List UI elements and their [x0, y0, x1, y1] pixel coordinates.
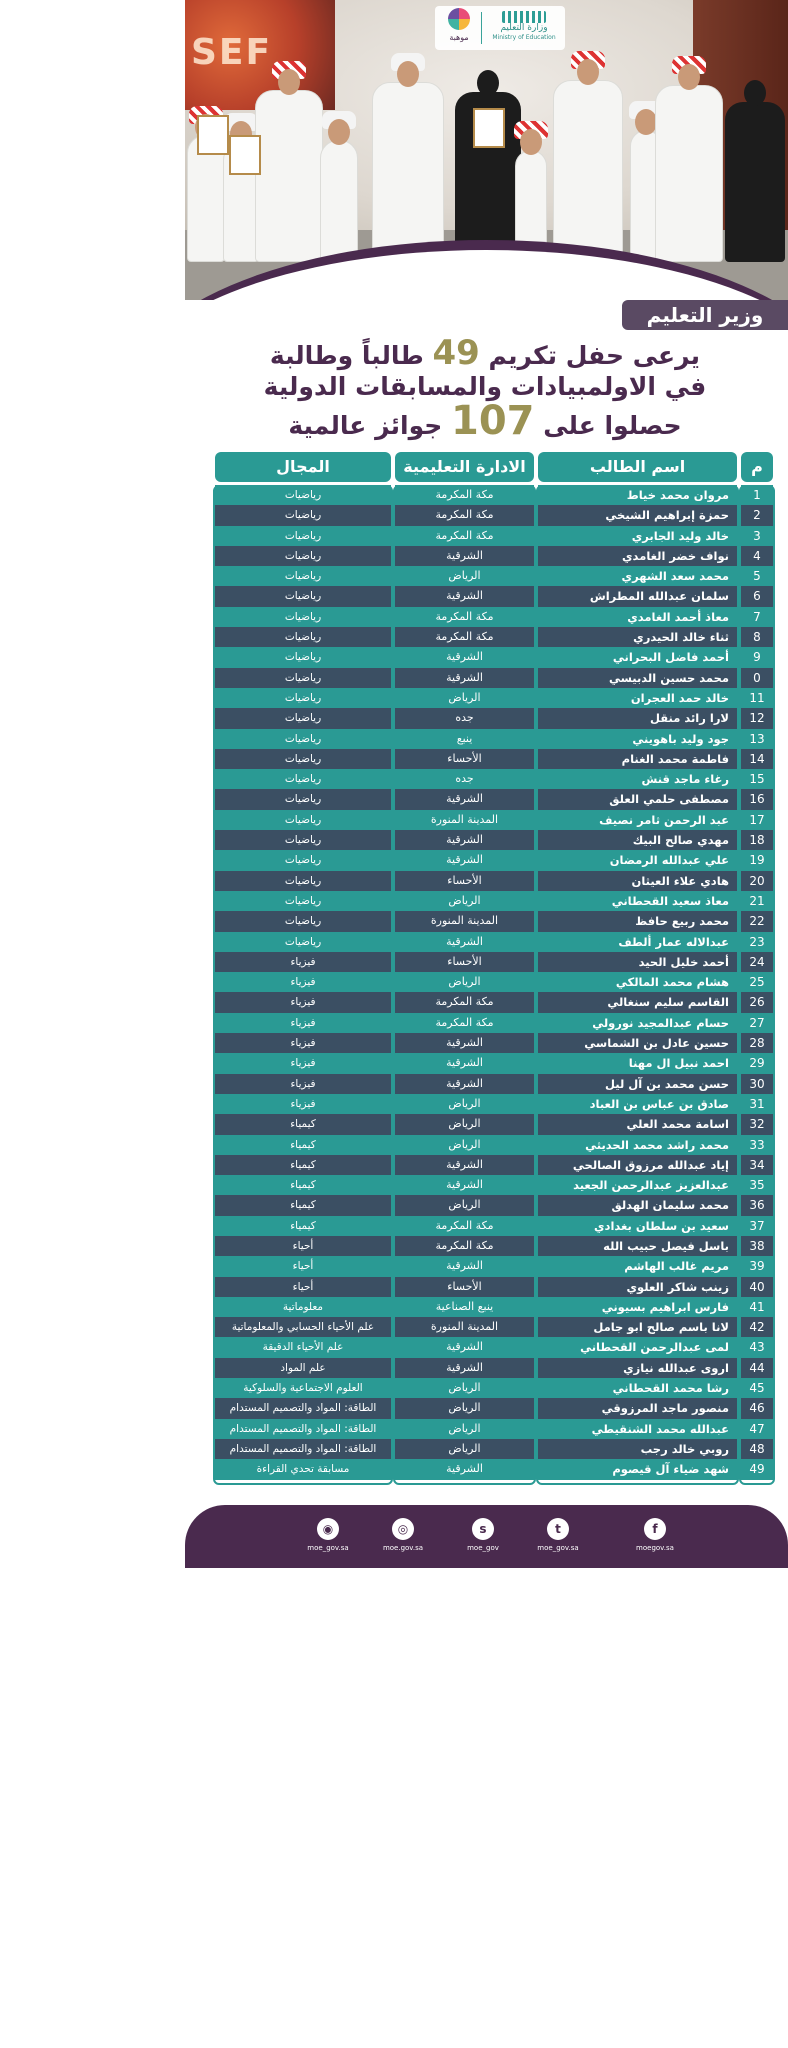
table-row: [215, 1358, 773, 1378]
field: فيزياء: [215, 1033, 391, 1053]
education-admin: الشرقية: [395, 850, 534, 870]
row-index: 38: [741, 1236, 773, 1256]
sef-banner-text: SEF: [191, 32, 273, 73]
education-admin: الشرقية: [395, 1053, 534, 1073]
table-row: [215, 1114, 773, 1134]
row-index: 44: [741, 1358, 773, 1378]
student-name: مروان محمد خياط: [538, 485, 737, 505]
table-row: [215, 526, 773, 546]
row-index: 13: [741, 729, 773, 749]
education-admin: مكة المكرمة: [395, 1013, 534, 1033]
table-row: [215, 627, 773, 647]
field: رياضيات: [215, 708, 391, 728]
field: معلوماتية: [215, 1297, 391, 1317]
awards-count: 107: [451, 398, 535, 444]
field: علم المواد: [215, 1358, 391, 1378]
row-index: 43: [741, 1337, 773, 1357]
social-handle: moegov.sa: [636, 1544, 674, 1552]
student-name: معاذ أحمد الغامدي: [538, 607, 737, 627]
row-index: 9: [741, 647, 773, 667]
row-index: 14: [741, 749, 773, 769]
student-name: شهد ضياء آل قيصوم: [538, 1459, 737, 1479]
table-row: [215, 992, 773, 1012]
education-admin: الشرقية: [395, 830, 534, 850]
table-row: [215, 1175, 773, 1195]
field: فيزياء: [215, 1053, 391, 1073]
student-name: عبدالله محمد الشنقيطي: [538, 1419, 737, 1439]
student-name: فارس ابراهيم بسيوني: [538, 1297, 737, 1317]
row-index: 41: [741, 1297, 773, 1317]
twitter-icon: t: [547, 1518, 569, 1540]
education-admin: ينبع الصناعية: [395, 1297, 534, 1317]
table-row: [215, 1135, 773, 1155]
field: أحياء: [215, 1277, 391, 1297]
field: رياضيات: [215, 932, 391, 952]
table-row: [215, 1398, 773, 1418]
student-name: القاسم سليم سنغالي: [538, 992, 737, 1012]
field: رياضيات: [215, 871, 391, 891]
education-admin: الرياض: [395, 891, 534, 911]
student-name: لارا رائد منقل: [538, 708, 737, 728]
mawhiba-logo: [441, 8, 477, 48]
table-row: [215, 1337, 773, 1357]
row-index: 36: [741, 1195, 773, 1215]
education-admin: الشرقية: [395, 1033, 534, 1053]
student-name: خالد وليد الجابري: [538, 526, 737, 546]
field: علم الأحياء الدقيقة: [215, 1337, 391, 1357]
field: أحياء: [215, 1236, 391, 1256]
education-admin: الشرقية: [395, 1256, 534, 1276]
field: كيمياء: [215, 1114, 391, 1134]
field: الطاقة: المواد والتصميم المستدام: [215, 1398, 391, 1418]
field: كيمياء: [215, 1175, 391, 1195]
field: رياضيات: [215, 850, 391, 870]
row-index: 40: [741, 1277, 773, 1297]
logos-bar: [435, 6, 565, 50]
table-row: [215, 546, 773, 566]
headline-line-1-pre: يرعى حفل تكريم: [488, 341, 701, 370]
field: الطاقة: المواد والتصميم المستدام: [215, 1419, 391, 1439]
education-admin: الرياض: [395, 1398, 534, 1418]
table-row: [215, 1419, 773, 1439]
field: رياضيات: [215, 485, 391, 505]
student-name: رغاء ماجد قنش: [538, 769, 737, 789]
table-row: [215, 810, 773, 830]
person: [655, 85, 723, 262]
student-name: أحمد فاضل البحراني: [538, 647, 737, 667]
table-row: [215, 1053, 773, 1073]
education-admin: مكة المكرمة: [395, 627, 534, 647]
person: [320, 140, 358, 262]
field: رياضيات: [215, 627, 391, 647]
field: رياضيات: [215, 505, 391, 525]
education-admin: الرياض: [395, 1419, 534, 1439]
row-index: 12: [741, 708, 773, 728]
field: رياضيات: [215, 647, 391, 667]
person: [725, 102, 785, 262]
table-row: [215, 1155, 773, 1175]
education-admin: الرياض: [395, 688, 534, 708]
education-admin: المدينة المنورة: [395, 1317, 534, 1337]
table-row: [215, 1094, 773, 1114]
education-admin: الشرقية: [395, 1175, 534, 1195]
logo-divider: [481, 12, 482, 44]
student-name: معاذ سعيد القحطاني: [538, 891, 737, 911]
table-row: [215, 1256, 773, 1276]
students-count: 49: [432, 333, 480, 373]
field: رياضيات: [215, 566, 391, 586]
table-row: [215, 647, 773, 667]
student-name: حسام عبدالمجيد نورولي: [538, 1013, 737, 1033]
person: [255, 90, 323, 262]
table-row: [215, 1033, 773, 1053]
education-admin: الشرقية: [395, 1155, 534, 1175]
table-row: [215, 586, 773, 606]
field: رياضيات: [215, 891, 391, 911]
student-name: مصطفى حلمي العلق: [538, 789, 737, 809]
table-row: [215, 1277, 773, 1297]
row-index: 15: [741, 769, 773, 789]
row-index: 1: [741, 485, 773, 505]
field: رياضيات: [215, 526, 391, 546]
field: رياضيات: [215, 830, 391, 850]
instagram-icon: ◉: [317, 1518, 339, 1540]
field: رياضيات: [215, 607, 391, 627]
row-index: 29: [741, 1053, 773, 1073]
table-row: [215, 688, 773, 708]
student-name: حسن محمد بن آل ليل: [538, 1074, 737, 1094]
student-name: مهدي صالح البيك: [538, 830, 737, 850]
table-row: [215, 1216, 773, 1236]
row-index: 35: [741, 1175, 773, 1195]
education-admin: الشرقية: [395, 1358, 534, 1378]
row-index: 2: [741, 505, 773, 525]
row-index: 42: [741, 1317, 773, 1337]
table-row: [215, 932, 773, 952]
person: [553, 80, 623, 262]
social-handle: moe.gov.sa: [382, 1544, 424, 1552]
table-row: [215, 871, 773, 891]
table-row: [215, 850, 773, 870]
student-name: اسامة محمد العلي: [538, 1114, 737, 1134]
row-index: 19: [741, 850, 773, 870]
student-name: زينب شاكر العلوي: [538, 1277, 737, 1297]
student-name: صادق بن عباس بن العباد: [538, 1094, 737, 1114]
education-admin: الرياض: [395, 1378, 534, 1398]
table-row: [215, 830, 773, 850]
row-index: 22: [741, 911, 773, 931]
field: فيزياء: [215, 1013, 391, 1033]
moe-logo: [487, 9, 561, 47]
field: رياضيات: [215, 810, 391, 830]
education-admin: مكة المكرمة: [395, 526, 534, 546]
headline-line-2: في الاولمبيادات والمسابقات الدولية: [263, 372, 707, 401]
headline-line-3: [245, 398, 725, 444]
row-index: 39: [741, 1256, 773, 1276]
row-index: 4: [741, 546, 773, 566]
education-admin: الرياض: [395, 566, 534, 586]
education-admin: الشرقية: [395, 932, 534, 952]
student-name: باسل فيصل حبيب الله: [538, 1236, 737, 1256]
student-name: محمد سليمان الهدلق: [538, 1195, 737, 1215]
table-row: [215, 749, 773, 769]
student-name: عبدالاله عمار ألطف: [538, 932, 737, 952]
field: كيمياء: [215, 1155, 391, 1175]
field: رياضيات: [215, 749, 391, 769]
row-index: 37: [741, 1216, 773, 1236]
row-index: 24: [741, 952, 773, 972]
field: رياضيات: [215, 789, 391, 809]
social-link-instagram[interactable]: [293, 1518, 363, 1552]
field: رياضيات: [215, 586, 391, 606]
student-name: اروى عبدالله نيازي: [538, 1358, 737, 1378]
education-admin: مكة المكرمة: [395, 992, 534, 1012]
education-admin: جده: [395, 708, 534, 728]
social-handle: moe_gov.sa: [537, 1544, 579, 1552]
headline-line-3-post: جوائز عالمية: [288, 411, 443, 440]
field: علم الأحياء الحسابي والمعلوماتية: [215, 1317, 391, 1337]
field: فيزياء: [215, 992, 391, 1012]
header-education-admin: الادارة التعليمية: [395, 452, 534, 482]
education-admin: مكة المكرمة: [395, 485, 534, 505]
table-row: [215, 1459, 773, 1479]
row-index: 6: [741, 586, 773, 606]
hero-photo: [185, 0, 788, 300]
row-index: 0: [741, 668, 773, 688]
table-row: [215, 668, 773, 688]
education-admin: الشرقية: [395, 1074, 534, 1094]
table-row: [215, 708, 773, 728]
education-admin: المدينة المنورة: [395, 810, 534, 830]
student-name: فاطمة محمد الغنام: [538, 749, 737, 769]
student-name: ثناء خالد الحيدري: [538, 627, 737, 647]
field: أحياء: [215, 1256, 391, 1276]
field: كيمياء: [215, 1135, 391, 1155]
education-admin: الشرقية: [395, 668, 534, 688]
table-row: [215, 485, 773, 505]
mawhiba-logo-icon: [448, 8, 470, 30]
row-index: 3: [741, 526, 773, 546]
globe-icon: ◎: [392, 1518, 414, 1540]
student-name: حسين عادل بن الشماسي: [538, 1033, 737, 1053]
student-name: روبي خالد رجب: [538, 1439, 737, 1459]
education-admin: الرياض: [395, 1094, 534, 1114]
student-name: هادي علاء العيثان: [538, 871, 737, 891]
moe-logo-text-en: Ministry of Education: [492, 34, 556, 41]
facebook-icon: f: [644, 1518, 666, 1540]
education-admin: الشرقية: [395, 647, 534, 667]
table-row: [215, 1297, 773, 1317]
student-name: نواف خضر الغامدي: [538, 546, 737, 566]
field: فيزياء: [215, 952, 391, 972]
table-row: [215, 505, 773, 525]
table-row: [215, 1195, 773, 1215]
minister-badge: وزير التعليم: [622, 300, 788, 330]
row-index: 45: [741, 1378, 773, 1398]
education-admin: الشرقية: [395, 789, 534, 809]
snapchat-icon: s: [472, 1518, 494, 1540]
table-row: [215, 952, 773, 972]
table-row: [215, 1378, 773, 1398]
social-link-globe[interactable]: [368, 1518, 438, 1552]
education-admin: الأحساء: [395, 1277, 534, 1297]
row-index: 32: [741, 1114, 773, 1134]
education-admin: مكة المكرمة: [395, 1216, 534, 1236]
student-name: لانا باسم صالح ابو جامل: [538, 1317, 737, 1337]
moe-logo-icon: [502, 11, 546, 23]
row-index: 34: [741, 1155, 773, 1175]
headline-line-1-post: طالباً وطالبة: [269, 341, 424, 370]
student-name: محمد ربيع حافظ: [538, 911, 737, 931]
education-admin: الشرقية: [395, 1459, 534, 1479]
student-name: احمد نبيل ال مهنا: [538, 1053, 737, 1073]
row-index: 46: [741, 1398, 773, 1418]
table-row: [215, 1439, 773, 1459]
education-admin: الشرقية: [395, 546, 534, 566]
student-name: محمد حسين الدبيسي: [538, 668, 737, 688]
student-name: محمد سعد الشهري: [538, 566, 737, 586]
table-row: [215, 972, 773, 992]
table-row: [215, 769, 773, 789]
table-row: [215, 1317, 773, 1337]
student-name: سلمان عبدالله المطراش: [538, 586, 737, 606]
education-admin: الرياض: [395, 1135, 534, 1155]
moe-logo-text-ar: وزارة التعليم: [500, 23, 548, 33]
social-handle: moe_gov.sa: [307, 1544, 349, 1552]
education-admin: الرياض: [395, 1114, 534, 1134]
field: فيزياء: [215, 972, 391, 992]
student-name: منصور ماجد المرزوقي: [538, 1398, 737, 1418]
row-index: 49: [741, 1459, 773, 1479]
row-index: 21: [741, 891, 773, 911]
field: رياضيات: [215, 546, 391, 566]
table-body: [215, 485, 773, 1480]
table-row: [215, 789, 773, 809]
education-admin: ينبع: [395, 729, 534, 749]
row-index: 31: [741, 1094, 773, 1114]
student-name: حمزة إبراهيم الشيخي: [538, 505, 737, 525]
education-admin: مكة المكرمة: [395, 1236, 534, 1256]
field: رياضيات: [215, 769, 391, 789]
row-index: 33: [741, 1135, 773, 1155]
student-name: إياد عبدالله مرزوق الصالحي: [538, 1155, 737, 1175]
mawhiba-logo-text: موهبة: [449, 33, 469, 42]
field: مسابقة تحدي القراءة: [215, 1459, 391, 1479]
student-name: هشام محمد المالكي: [538, 972, 737, 992]
student-name: عبدالعزيز عبدالرحمن الجعيد: [538, 1175, 737, 1195]
field: فيزياء: [215, 1074, 391, 1094]
field: الطاقة: المواد والتصميم المستدام: [215, 1439, 391, 1459]
headline-line-1: [245, 333, 725, 373]
table-row: [215, 911, 773, 931]
social-link-facebook[interactable]: [620, 1518, 690, 1552]
row-index: 20: [741, 871, 773, 891]
education-admin: مكة المكرمة: [395, 505, 534, 525]
field: كيمياء: [215, 1195, 391, 1215]
row-index: 30: [741, 1074, 773, 1094]
field: كيمياء: [215, 1216, 391, 1236]
field: رياضيات: [215, 688, 391, 708]
certificate: [197, 115, 229, 155]
social-link-snapchat[interactable]: [448, 1518, 518, 1552]
field: رياضيات: [215, 668, 391, 688]
field: رياضيات: [215, 729, 391, 749]
social-handle: moe_gov: [467, 1544, 499, 1552]
education-admin: المدينة المنورة: [395, 911, 534, 931]
row-index: 5: [741, 566, 773, 586]
education-admin: الأحساء: [395, 749, 534, 769]
table-row: [215, 1074, 773, 1094]
student-name: عبد الرحمن ثامر نصيف: [538, 810, 737, 830]
certificate: [229, 135, 261, 175]
student-name: علي عبدالله الرمضان: [538, 850, 737, 870]
row-index: 23: [741, 932, 773, 952]
student-name: مريم غالب الهاشم: [538, 1256, 737, 1276]
row-index: 48: [741, 1439, 773, 1459]
row-index: 8: [741, 627, 773, 647]
header-student-name: اسم الطالب: [538, 452, 737, 482]
field: العلوم الاجتماعية والسلوكية: [215, 1378, 391, 1398]
student-name: أحمد خليل الحيد: [538, 952, 737, 972]
row-index: 16: [741, 789, 773, 809]
table-row: [215, 729, 773, 749]
certificate: [473, 108, 505, 148]
person: [372, 82, 444, 262]
student-name: سعيد بن سلطان بغدادي: [538, 1216, 737, 1236]
table-row: [215, 1236, 773, 1256]
social-link-twitter[interactable]: [523, 1518, 593, 1552]
student-name: رشا محمد القحطاني: [538, 1378, 737, 1398]
row-index: 7: [741, 607, 773, 627]
row-index: 27: [741, 1013, 773, 1033]
student-name: خالد حمد العجران: [538, 688, 737, 708]
header-index: م: [741, 452, 773, 482]
table-row: [215, 891, 773, 911]
education-admin: مكة المكرمة: [395, 607, 534, 627]
table-row: [215, 566, 773, 586]
student-name: محمد راشد محمد الحديثي: [538, 1135, 737, 1155]
education-admin: الرياض: [395, 972, 534, 992]
row-index: 25: [741, 972, 773, 992]
table-row: [215, 1013, 773, 1033]
education-admin: الشرقية: [395, 586, 534, 606]
table-row: [215, 607, 773, 627]
field: رياضيات: [215, 911, 391, 931]
education-admin: الشرقية: [395, 1337, 534, 1357]
row-index: 11: [741, 688, 773, 708]
education-admin: الرياض: [395, 1195, 534, 1215]
headline-line-3-pre: حصلوا على: [543, 411, 682, 440]
row-index: 28: [741, 1033, 773, 1053]
row-index: 47: [741, 1419, 773, 1439]
education-admin: الأحساء: [395, 871, 534, 891]
education-admin: الرياض: [395, 1439, 534, 1459]
education-admin: الأحساء: [395, 952, 534, 972]
footer-social-bar: [185, 1505, 788, 1568]
row-index: 26: [741, 992, 773, 1012]
row-index: 18: [741, 830, 773, 850]
student-name: جود وليد باهويني: [538, 729, 737, 749]
row-index: 17: [741, 810, 773, 830]
header-field: المجال: [215, 452, 391, 482]
education-admin: جده: [395, 769, 534, 789]
field: فيزياء: [215, 1094, 391, 1114]
student-name: لمى عبدالرحمن القحطاني: [538, 1337, 737, 1357]
